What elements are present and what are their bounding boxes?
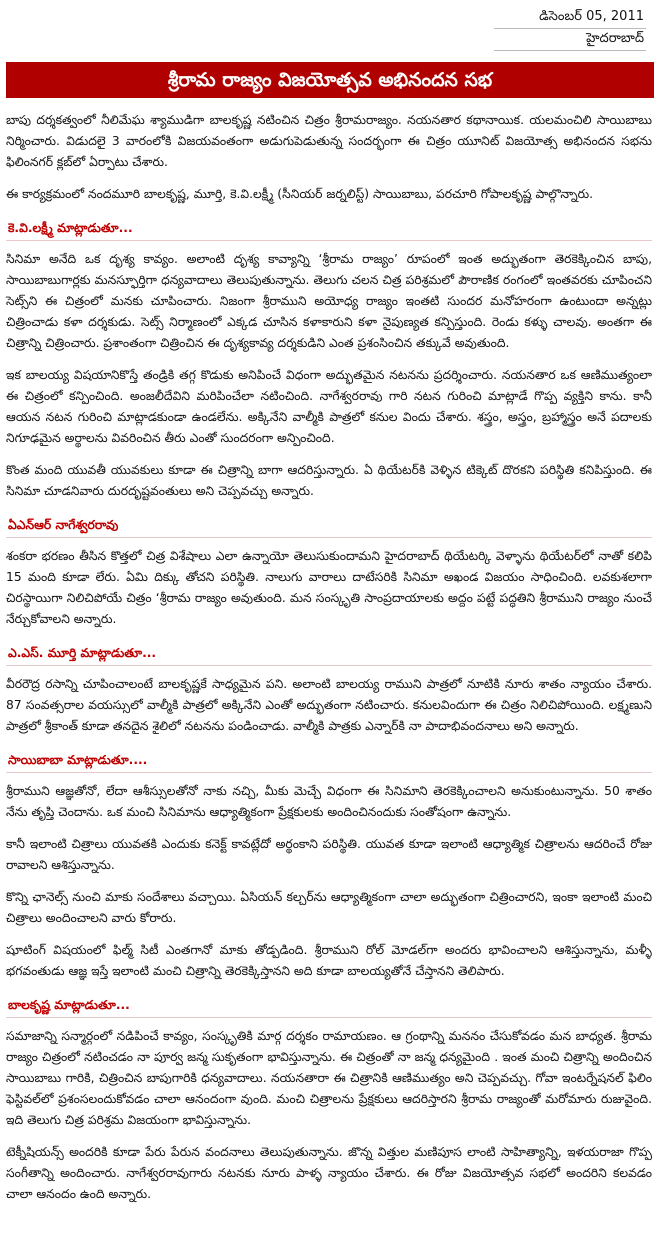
section-heading-saibaba: సాయిబాబా మాట్లాడుతూ.... <box>6 748 652 773</box>
section-paragraph: శ్రీరాముని ఆజ్ఞతోనో, లేదా ఆశీస్సులతోనో నాకు నచ్చి, మీకు మెచ్చే విధంగా ఈ సినిమాని తెరకెక్కించాలని అనుకుంటున్నాను. 50 శాతం నేను తృప్తి చెందాను. ఒక మంచి సినిమాను ఆధ్యాత్మికంగా ప్రేక్షకులకు అందించినందుకు సంతోషంగా ఉన్నాను. <box>6 784 652 819</box>
article-title: శ్రీరామ రాజ్యం విజయోత్సవ అభినందన సభ <box>167 69 493 91</box>
section-paragraph: టెక్నీషియన్స్ అందరికి కూడా పేరు పేరున వందనాలు తెలుపుతున్నాను. జొన్న విత్తుల మణిపూస లాంటి సాహిత్యాన్ని, ఇళయరాజా గొప్ప సంగీతాన్ని అందించారు. నాగేశ్వరరావుగారు నటనకు నూరు పాళ్ళ న్యాయం చేశారు. ఈ రోజు విజయోత్సవ సభలో అందరిని కలవడం చాలా ఆనందం ఉంది అన్నారు. <box>6 1145 652 1201</box>
article-body <box>6 110 652 1216</box>
section-heading-balakrishna: బాలకృష్ణ మాట్లాడుతూ... <box>6 993 652 1018</box>
dateline-divider-bottom <box>494 50 646 51</box>
section-paragraph: సమాజాన్ని సన్మార్గంలో నడిపించే కావ్యం, సంస్కృతికి మార్గ దర్శకం రామాయణం. ఆ గ్రంథాన్ని మననం చేసుకోవడం మన బాధ్యత. శ్రీరామ రాజ్యం చిత్రంలో నటించడం నా పూర్వ జన్మ సుకృతంగా భావిస్తున్నాను. ఈ చిత్రంతో నా జన్మ ధన్యమైంది . ఇంత మంచి చిత్రాన్ని అందించిన సాయిబాబు గారికి, చిత్రించిన బాపుగారికి ధన్యవాదాలు. నయనతారా ఈ చిత్రానికి ఆణిముత్యం అని చెప్పవచ్చు. గోవా ఇంటర్నేషనల్ ఫిలిం ఫెస్టివల్‌లో ప్రశంసలందుకోవడం చాలా ఆనందంగా వుంది. మంచి చిత్రాలను ప్రేక్షకులు ఆదరిస్తారని శ్రీరామ రాజ్యంతో మరోమారు రుజువైంది. ఇది తెలుగు చిత్ర పరిశ్రమ విజయంగా భావిస్తున్నాను. <box>6 1029 652 1127</box>
article-place: హైదరాబాద్ <box>586 31 644 46</box>
section-heading-kv-lakshmi: కె.వి.లక్ష్మీ మాట్లాడుతూ... <box>6 216 652 241</box>
section-paragraph: శంకరా భరణం తీసిన కొత్తలో చిత్ర విశేషాలు ఎలా ఉన్నాయో తెలుసుకుందామని హైదరాబాద్ థియేటర్కి వెళ్ళాను థియేటర్‌లో నాతో కలిపి 15 మంది కూడా లేరు. ఏమి దిక్కు తోచని పరిస్థితి. నాలుగు వారాలు దాటేసరికి సినిమా అఖండ విజయం సాధించింది. లవకుశలాగా చిరస్థాయిగా నిలిచిపోయే చిత్రం ‘శ్రీరామ రాజ్యం అవుతుంది. మన సంస్కృతి సాంప్రదాయాలకు అద్దం పట్టే పద్ధతిని శ్రీరాముని రాజ్యం నుంచే నేర్చుకోవాలని అన్నారు. <box>6 549 652 626</box>
section-heading-murthy: ఎ.ఎస్. మూర్తి మాట్లాడుతూ... <box>6 641 652 666</box>
article-date: డిసెంబర్ 05, 2011 <box>539 9 644 24</box>
section-paragraph: కొంత మంది యువతీ యువకులు కూడా ఈ చిత్రాన్ని బాగా ఆదరిస్తున్నారు. ఏ థియేటర్‌కి వెళ్ళిన టిక్కెట్ దొరకని పరిస్థితి కనిపిస్తుంది. ఈ సినిమా చూడనివారు దురదృష్టవంతులు అని చెప్పవచ్చు అన్నారు. <box>6 463 652 498</box>
section-paragraph: కానీ ఇలాంటి చిత్రాలు యువతకి ఎందుకు కనెక్ట్ కావట్లేదో అర్థంకాని పరిస్థితి. యువత కూడా ఇలాంటి ఆధ్యాత్మిక చిత్రాలను ఆదరించే రోజు రావాలని ఆశిస్తున్నాను. <box>6 837 652 872</box>
dateline-divider <box>494 28 646 29</box>
intro-paragraph: ఈ కార్యక్రమంలో నందమూరి బాలకృష్ణ, మూర్తి, కె.వి.లక్ష్మీ (సీనియర్ జర్నలిస్ట్) సాయిబాబు, పరచూరి గోపాలకృష్ణ పాల్గొన్నారు. <box>6 187 594 201</box>
section-paragraph: ఇక బాలయ్య విషయానికొస్తే తండ్రికి తగ్గ కొడుకు అనిపించే విధంగా అద్భుతమైన నటనను ప్రదర్శించారు. నయనతార ఒక ఆణిముత్యంలా ఈ చిత్రంలో కన్పించింది. అంజలీదేవిని మరిపించేలా నటించింది. నాగేశ్వరరావు గారి నటన గురించి మాట్లాడే గొప్ప వ్యక్తిని కాను. కానీ ఆయన నటన గురించి మాట్లాడకుండా ఉండలేను. అక్కినేని వాల్మీకి పాత్రలో కనుల విందు చేశారు. శస్త్రం, అస్త్రం, బ్రహ్మాస్త్రం అనే పదాలకు నిగూఢమైన అర్థాలను వివరించిన తీరు ఎంతో సుందరంగా అన్పించింది. <box>6 368 652 445</box>
section-paragraph: షూటింగ్ విషయంలో ఫిల్మ్ సిటీ ఎంతగానో మాకు తోడ్పడింది. శ్రీరాముని రోల్ మోడల్‌గా అందరు భావించాలని ఆశిస్తున్నాను, మళ్ళీ భగవంతుడు ఆజ్ఞ ఇస్తే ఇలాంటి మంచి చిత్రాన్ని తెరకెక్కిస్తానని అది కూడా బాలయ్యతోనే చేస్తానని తెలిపారు. <box>6 943 652 978</box>
intro-paragraph: బాపు దర్శకత్వంలో నీలిమేఘ శ్యాముడిగా బాలకృష్ణ నటించిన చిత్రం శ్రీరామరాజ్యం. నయనతార కథానాయిక. యలమంచిలి సాయిబాబు నిర్మించారు. విడుదలై 3 వారంలోకి విజయవంతంగా అడుగుపెడుతున్న సందర్భంగా ఈ చిత్రం యూనిట్ విజయోత్స అభినందన సభను ఫిలింనగర్ క్లబ్‌లో ఏర్పాటు చేశారు. <box>6 113 652 169</box>
section-paragraph: కొన్ని ఛానెల్స్ నుంచి మాకు సందేశాలు వచ్చాయి. ఏసియన్ కల్చర్‌ను ఆధ్యాత్మికంగా చాలా అద్భుతంగా చిత్రించారని, ఇంకా ఇలాంటి మంచి చిత్రాలు అందించాలని వారు కోరారు. <box>6 890 652 925</box>
section-heading-nageswara-rao: ఏఎన్‌ఆర్ నాగేశ్వరరావు <box>6 513 652 538</box>
section-paragraph: సినిమా అనేది ఒక దృశ్య కావ్యం. అలాంటి దృశ్య కావ్యాన్ని ‘శ్రీరామ రాజ్యం’ రూపంలో ఇంత అద్భుతంగా తెరకెక్కించిన బాపు, సాయిబాబుగార్లకు మనస్ఫూర్తిగా ధన్యవాదాలు తెలుపుతున్నాను. తెలుగు చలన చిత్ర పరిశ్రమలో పౌరాణిక రంగంలో ఇంతవరకు చూపించని సెట్స్‌ని ఈ చిత్రంలో మనకు చూపించారు. నిజంగా శ్రీరాముని అయోధ్య రాజ్యం ఇంతటి సుందర మనోహరంగా ఉంటుందా అన్నట్లు చిత్రించాడు కళా దర్శకుడు. సెట్స్ నిర్మాణంలో ఎక్కడ చూసిన కళాకారుని కళా నైపుణ్యత కన్పిస్తుంది. రెండు కళ్ళు చాలవు. అంతగా ఈ చిత్రాన్ని చిత్రించారు. ప్రశాంతంగా చిత్రించిన ఈ దృశ్యకావ్య దర్శకుడిని ఎంత ప్రశంసించిన తక్కువే అవుతుంది. <box>6 252 652 350</box>
article-title-bar <box>6 62 654 98</box>
section-paragraph: వీరరౌద్ర రసాన్ని చూపించాలంటే బాలకృష్ణకే సాధ్యమైన పని. అలాంటి బాలయ్య రాముని పాత్రలో నూటికి నూరు శాతం న్యాయం చేశారు. 87 సంవత్సరాల వయస్సులో వాల్మీకి పాత్రలో అక్కినేని ఎంతో అద్భుతంగా నటించారు. కనులవిందుగా ఈ చిత్రం నిలిచిపోయింది. లక్ష్మణుని పాత్రలో శ్రీకాంత్ కూడా తనదైన శైలిలో నటనను పండించాడు. వాల్మీకి పాత్రకు ఎన్నార్‌కి నా పాదాభివందనాలు అని అన్నారు. <box>6 677 652 733</box>
